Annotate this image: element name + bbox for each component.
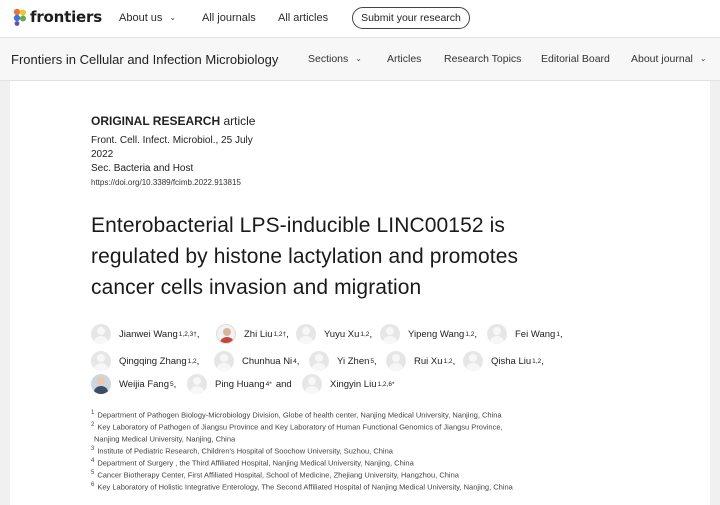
affiliation bbox=[91, 410, 502, 420]
left-gutter bbox=[0, 81, 10, 505]
affiliation bbox=[91, 422, 503, 432]
author-name: Rui Xu bbox=[414, 355, 443, 367]
author-name: Yi Zhen bbox=[337, 355, 370, 367]
affiliation bbox=[91, 446, 393, 456]
avatar bbox=[380, 324, 400, 344]
author-name: Fei Wang bbox=[515, 328, 556, 340]
frontiers-logo[interactable] bbox=[12, 8, 102, 26]
affiliation bbox=[91, 482, 513, 492]
nav-all-journals[interactable] bbox=[202, 12, 256, 24]
author-affiliation-sup: 1,2 bbox=[360, 330, 370, 338]
avatar bbox=[91, 324, 111, 344]
chevron-down-icon: ⌄ bbox=[699, 53, 707, 63]
author-ping-huang[interactable] bbox=[187, 374, 296, 394]
affiliation bbox=[91, 470, 459, 480]
author-yuyu-xu[interactable] bbox=[296, 324, 372, 344]
citation-line-2: 2022 bbox=[91, 149, 114, 160]
journal-nav-research-topics-label: Research Topics bbox=[444, 53, 522, 65]
affiliation-number: 5 bbox=[91, 470, 95, 476]
avatar bbox=[302, 374, 322, 394]
journal-nav-about-journal[interactable] bbox=[631, 53, 707, 65]
nav-all-articles-label: All articles bbox=[278, 12, 329, 24]
nav-all-articles[interactable] bbox=[278, 12, 328, 24]
author-yi-zhen[interactable] bbox=[309, 351, 377, 371]
author-qingqing-zhang[interactable] bbox=[91, 351, 199, 371]
journal-nav-sections-label: Sections bbox=[308, 53, 349, 65]
journal-bar bbox=[0, 37, 720, 81]
author-name: Chunhua Ni bbox=[242, 355, 293, 367]
author-affiliation-sup: 5 bbox=[370, 357, 375, 365]
avatar bbox=[463, 351, 483, 371]
affiliation-number: 4 bbox=[91, 458, 95, 464]
title-line: cancer cells invasion and migration bbox=[91, 276, 422, 299]
nav-about-us-label: About us bbox=[119, 12, 163, 24]
author-name: Qingqing Zhang bbox=[119, 355, 187, 367]
affiliation-text: Institute of Pediatric Research, Children's Hospital of Soochow University, Suzhou, China bbox=[97, 446, 393, 456]
author-separator: , bbox=[196, 355, 200, 367]
author-name: Yipeng Wang bbox=[408, 328, 465, 340]
citation-line-1: Front. Cell. Infect. Microbiol., 25 July bbox=[91, 135, 253, 146]
submit-research-button[interactable]: Submit your research bbox=[352, 7, 470, 29]
author-name: Qisha Liu bbox=[491, 355, 532, 367]
journal-nav-editorial-board[interactable] bbox=[541, 53, 610, 65]
chevron-down-icon: ⌄ bbox=[355, 53, 362, 63]
chevron-down-icon: ⌄ bbox=[169, 12, 177, 22]
affiliation-text: Department of Surgery , the Third Affiliated Hospital, Nanjing Medical University, Nanjing, China bbox=[97, 458, 414, 468]
nav-about-us[interactable] bbox=[119, 12, 176, 24]
author-rui-xu[interactable] bbox=[386, 351, 455, 371]
brand-wordmark: frontiers bbox=[30, 8, 102, 26]
article-type-suffix: article bbox=[223, 114, 256, 128]
author-xingyin-liu[interactable] bbox=[302, 374, 394, 394]
avatar bbox=[296, 324, 316, 344]
author-yipeng-wang[interactable] bbox=[380, 324, 477, 344]
author-name: Ping Huang bbox=[215, 378, 265, 390]
author-separator: , bbox=[374, 355, 377, 367]
affiliation-number: 2 bbox=[91, 422, 95, 428]
journal-nav-about-journal-label: About journal bbox=[631, 53, 693, 65]
author-affiliation-sup: 1,2,3† bbox=[178, 330, 197, 338]
author-fei-wang[interactable] bbox=[487, 324, 563, 344]
author-affiliation-sup: 4 bbox=[293, 357, 297, 365]
affiliation-text: Cancer Biotherapy Center, First Affiliated Hospital, School of Medicine, Zhejiang University, Hangzhou, China bbox=[97, 470, 459, 480]
author-jianwei-wang[interactable] bbox=[91, 324, 200, 344]
author-affiliation-sup: 1,2† bbox=[273, 330, 287, 338]
author-separator: , bbox=[173, 378, 177, 390]
author-name: Jianwei Wang bbox=[119, 328, 178, 340]
author-zhi-liu[interactable] bbox=[216, 324, 289, 344]
affiliation-number: 1 bbox=[91, 410, 95, 416]
affiliation-number: 6 bbox=[91, 482, 95, 488]
affiliation-text: Key Laboratory of Pathogen of Jiangsu Province and Key Laboratory of Human Functional Genomics of Jiangsu Province, bbox=[97, 422, 503, 432]
author-separator: , bbox=[196, 328, 200, 340]
author-affiliation-sup: 1 bbox=[556, 330, 560, 338]
author-affiliation-sup: 5 bbox=[170, 380, 174, 388]
journal-nav-articles[interactable] bbox=[387, 53, 421, 65]
article-type bbox=[91, 114, 255, 128]
author-name: Xingyin Liu bbox=[330, 378, 377, 390]
author-separator: , bbox=[541, 355, 544, 367]
avatar bbox=[216, 324, 236, 344]
doi-link[interactable]: https://doi.org/10.3389/fcimb.2022.913815 bbox=[91, 178, 241, 187]
right-gutter bbox=[710, 81, 720, 505]
avatar bbox=[91, 374, 111, 394]
title-line: regulated by histone lactylation and promotes bbox=[91, 245, 519, 268]
author-chunhua-ni[interactable] bbox=[214, 351, 299, 371]
affiliation bbox=[91, 458, 414, 468]
author-qisha-liu[interactable] bbox=[463, 351, 544, 371]
journal-nav-editorial-board-label: Editorial Board bbox=[541, 53, 610, 65]
nav-all-journals-label: All journals bbox=[202, 12, 256, 24]
frontiers-logo-icon bbox=[12, 8, 28, 26]
author-affiliation-sup: 4* bbox=[265, 380, 272, 388]
journal-nav-articles-label: Articles bbox=[387, 53, 422, 65]
author-separator: , bbox=[452, 355, 456, 367]
article-title bbox=[91, 210, 611, 303]
affiliation bbox=[91, 434, 235, 444]
avatar bbox=[214, 351, 234, 371]
author-separator: , bbox=[559, 328, 563, 340]
affiliation-number: 3 bbox=[91, 446, 95, 452]
affiliation-text: Key Laboratory of Holistic Integrative Enterology, The Second Affiliated Hospital of Nanjing Medical University, Nanjing, China bbox=[97, 482, 513, 492]
author-name: Weijia Fang bbox=[119, 378, 169, 390]
author-affiliation-sup: 1,2 bbox=[532, 357, 542, 365]
avatar bbox=[386, 351, 406, 371]
journal-nav-sections[interactable] bbox=[308, 53, 362, 65]
author-affiliation-sup: 1,2 bbox=[187, 357, 197, 365]
and-word: and bbox=[275, 378, 292, 390]
journal-nav-research-topics[interactable] bbox=[444, 53, 521, 65]
affiliation-text: Nanjing Medical University, Nanjing, China bbox=[94, 434, 236, 444]
author-separator: , bbox=[369, 328, 373, 340]
affiliation-text: Department of Pathogen Biology-Microbiology Division, Globe of health center, Nanjing Medical University, Nanjing, China bbox=[97, 410, 502, 420]
avatar bbox=[91, 351, 111, 371]
author-weijia-fang[interactable] bbox=[91, 374, 176, 394]
author-separator: , bbox=[286, 328, 289, 340]
author-affiliation-sup: 1,2 bbox=[443, 357, 453, 365]
title-line: Enterobacterial LPS-inducible LINC00152 is bbox=[91, 214, 505, 237]
author-affiliation-sup: 1,2 bbox=[465, 330, 475, 338]
article-type-prefix: ORIGINAL RESEARCH bbox=[91, 114, 221, 128]
site-header bbox=[0, 0, 720, 37]
author-name: Yuyu Xu bbox=[324, 328, 360, 340]
avatar bbox=[309, 351, 329, 371]
avatar bbox=[187, 374, 207, 394]
author-name: Zhi Liu bbox=[244, 328, 273, 340]
journal-title[interactable]: Frontiers in Cellular and Infection Microbiology bbox=[11, 52, 279, 67]
avatar bbox=[487, 324, 507, 344]
author-separator: , bbox=[296, 355, 300, 367]
article-section[interactable]: Sec. Bacteria and Host bbox=[91, 163, 194, 174]
author-separator: , bbox=[474, 328, 478, 340]
author-affiliation-sup: 1,2,6* bbox=[377, 380, 395, 388]
